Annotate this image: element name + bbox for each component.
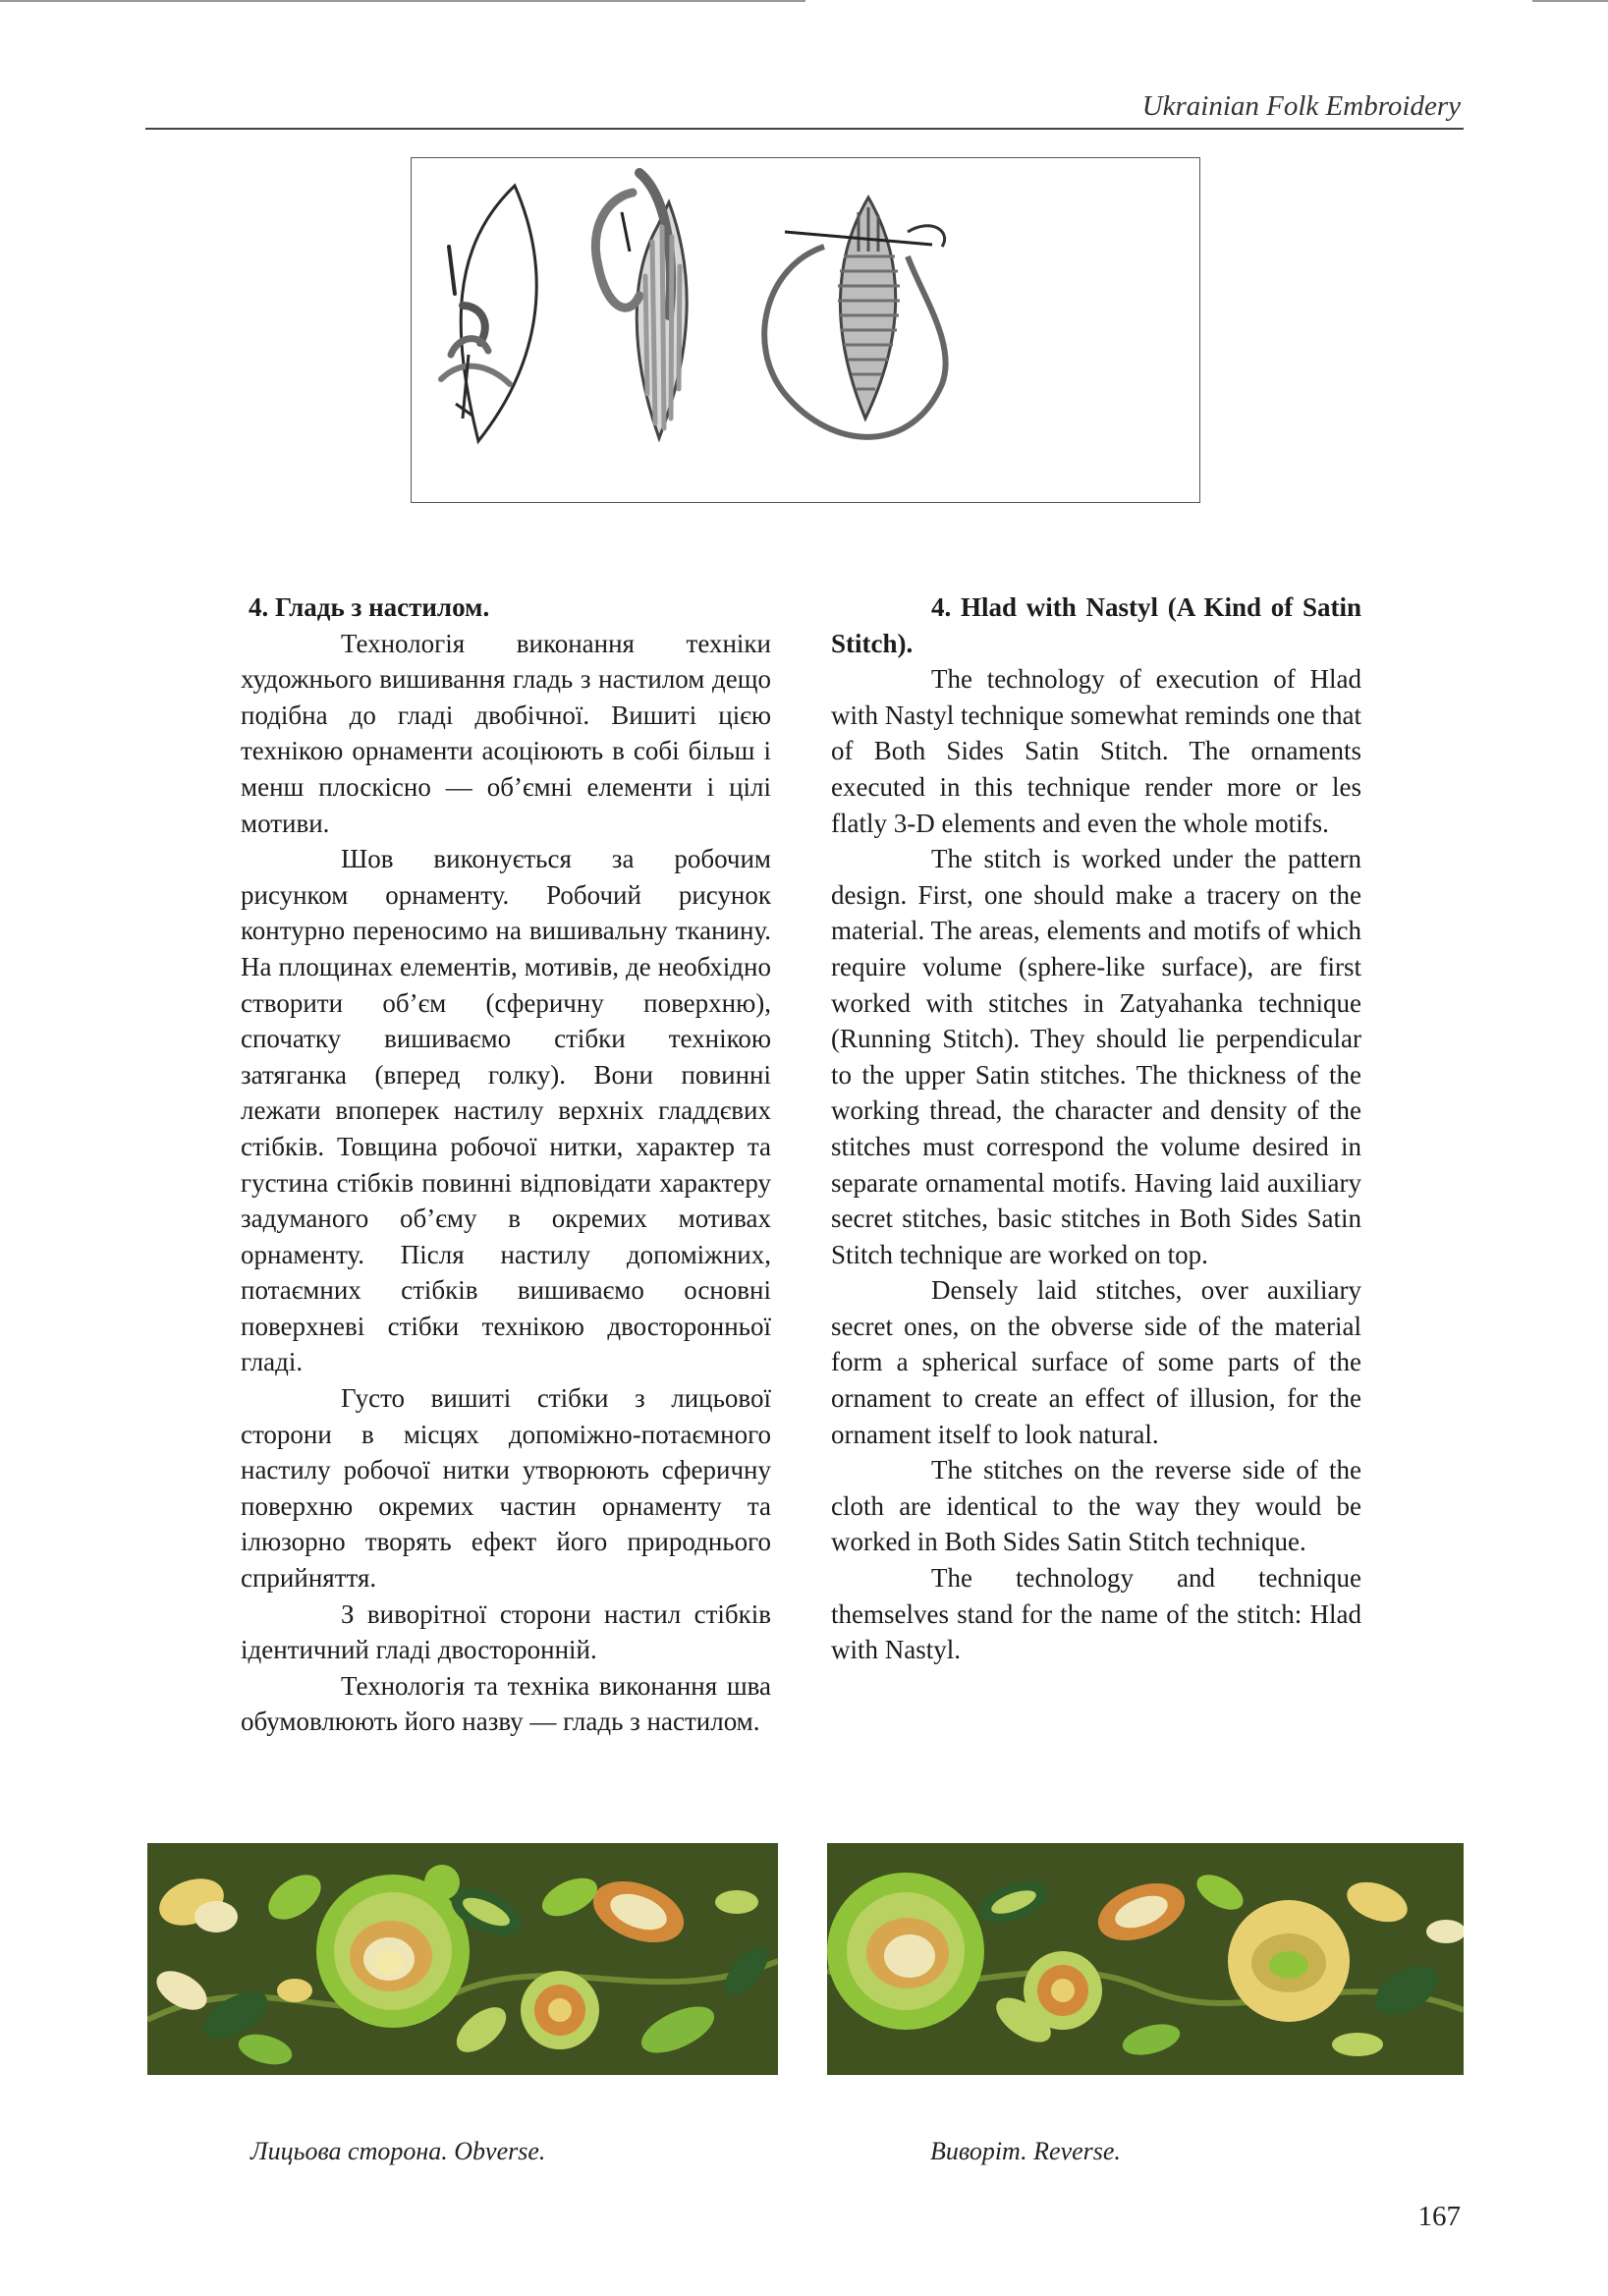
embroidery-photo-obverse xyxy=(147,1843,778,2075)
caption-obverse: Лицьова сторона. Obverse. xyxy=(250,2137,546,2165)
section-heading-ukrainian: 4. Гладь з настилом. xyxy=(249,592,490,622)
section-heading-english: 4. Hlad with Nastyl (A Kind of Satin Stitch). xyxy=(831,592,1361,658)
scan-edge-mark-right xyxy=(1532,0,1608,2)
paragraph-ukrainian-4: З виворітної сторони настил стібків ідентичний гладі двосторонній. xyxy=(241,1598,771,1665)
page-number: 167 xyxy=(1417,2201,1461,2232)
paragraph-english-4: The stitches on the reverse side of the cloth are identical to the way they would be worked in Both Sides Satin Stitch technique. xyxy=(831,1455,1361,1557)
paragraph-english-3: Densely laid stitches, over auxiliary secret ones, on the obverse side of the material form a spherical surface of some parts of the ornament to create an effect of illusion, for the ornament itself to look natural. xyxy=(831,1275,1361,1449)
paragraph-ukrainian-5: Технологія та техніка виконання шва обумовлюють його назву — гладь з настилом. xyxy=(241,1670,771,1737)
ukrainian-text-column xyxy=(241,589,771,1740)
paragraph-ukrainian-3: Густо вишиті стібки з лицьової сторони в місцях допоміжно-потаємного настилу робочої нитки утворюють сферичну поверхню окремих частин орнаменту та ілюзорно творять ефект його природнього сприйняття. xyxy=(241,1383,771,1594)
paragraph-ukrainian-1: Технологія виконання техніки художнього вишивання гладь з настилом дещо подібна до гладі двобічної. Вишиті цією технікою орнаменти асоціюють в собі більш і менш плоскісно — об’ємні елементи і цілі мотиви. xyxy=(241,628,771,838)
diagram-step-padding xyxy=(595,173,687,438)
paragraph-english-2: The stitch is worked under the pattern design. First, one should make a tracery on the material. The areas, elements and motifs of which require volume (sphere-like surface), are first worked with stitches in Zatyahanka technique (Running Stitch). They should lie perpendicular to the upper Satin stitches. The thickness of the working thread, the character and density of the stitches must correspond the volume desired in separate ornamental motifs. Having laid auxiliary secret stitches, basic stitches in Both Sides Satin Stitch technique are worked on top. xyxy=(831,844,1361,1269)
diagram-step-outline xyxy=(441,186,536,441)
paragraph-ukrainian-2: Шов виконується за робочим рисунком орнаменту. Робочий рисунок контурно переносимо на вишивальну тканину. На площинах елементів, мотивів, де необхідно створити об’єм (сферичну поверхню), спочатку вишиваємо стібки технікою затяганка (вперед голку). Вони повинні лежати впоперек настилу верхніх гладдєвих стібків. Товщина робочої нитки, характер та густина стібків повинні відповідати характеру задуманого об’єму в окремих мотивах орнаменту. Після настилу допоміжних, потаємних стібків вишиваємо основні поверхневі стібки технікою двосторонньої гладі. xyxy=(241,844,771,1377)
stitch-diagram-figure xyxy=(411,157,1200,503)
diagram-step-satin xyxy=(764,197,945,437)
caption-reverse: Виворіт. Reverse. xyxy=(930,2137,1121,2165)
embroidery-photo-reverse xyxy=(827,1843,1464,2075)
english-text-column xyxy=(831,589,1361,1668)
header-rule xyxy=(145,128,1464,130)
paragraph-english-1: The technology of execution of Hlad with Nastyl technique somewhat reminds one that of Both Sides Satin Stitch. The ornaments executed in this technique render more or les flatly 3-D elements and even the whole motifs. xyxy=(831,664,1361,838)
scan-edge-mark-left xyxy=(0,0,805,2)
running-title: Ukrainian Folk Embroidery xyxy=(1141,90,1461,122)
paragraph-english-5: The technology and technique themselves stand for the name of the stitch: Hlad with Nastyl. xyxy=(831,1563,1361,1665)
